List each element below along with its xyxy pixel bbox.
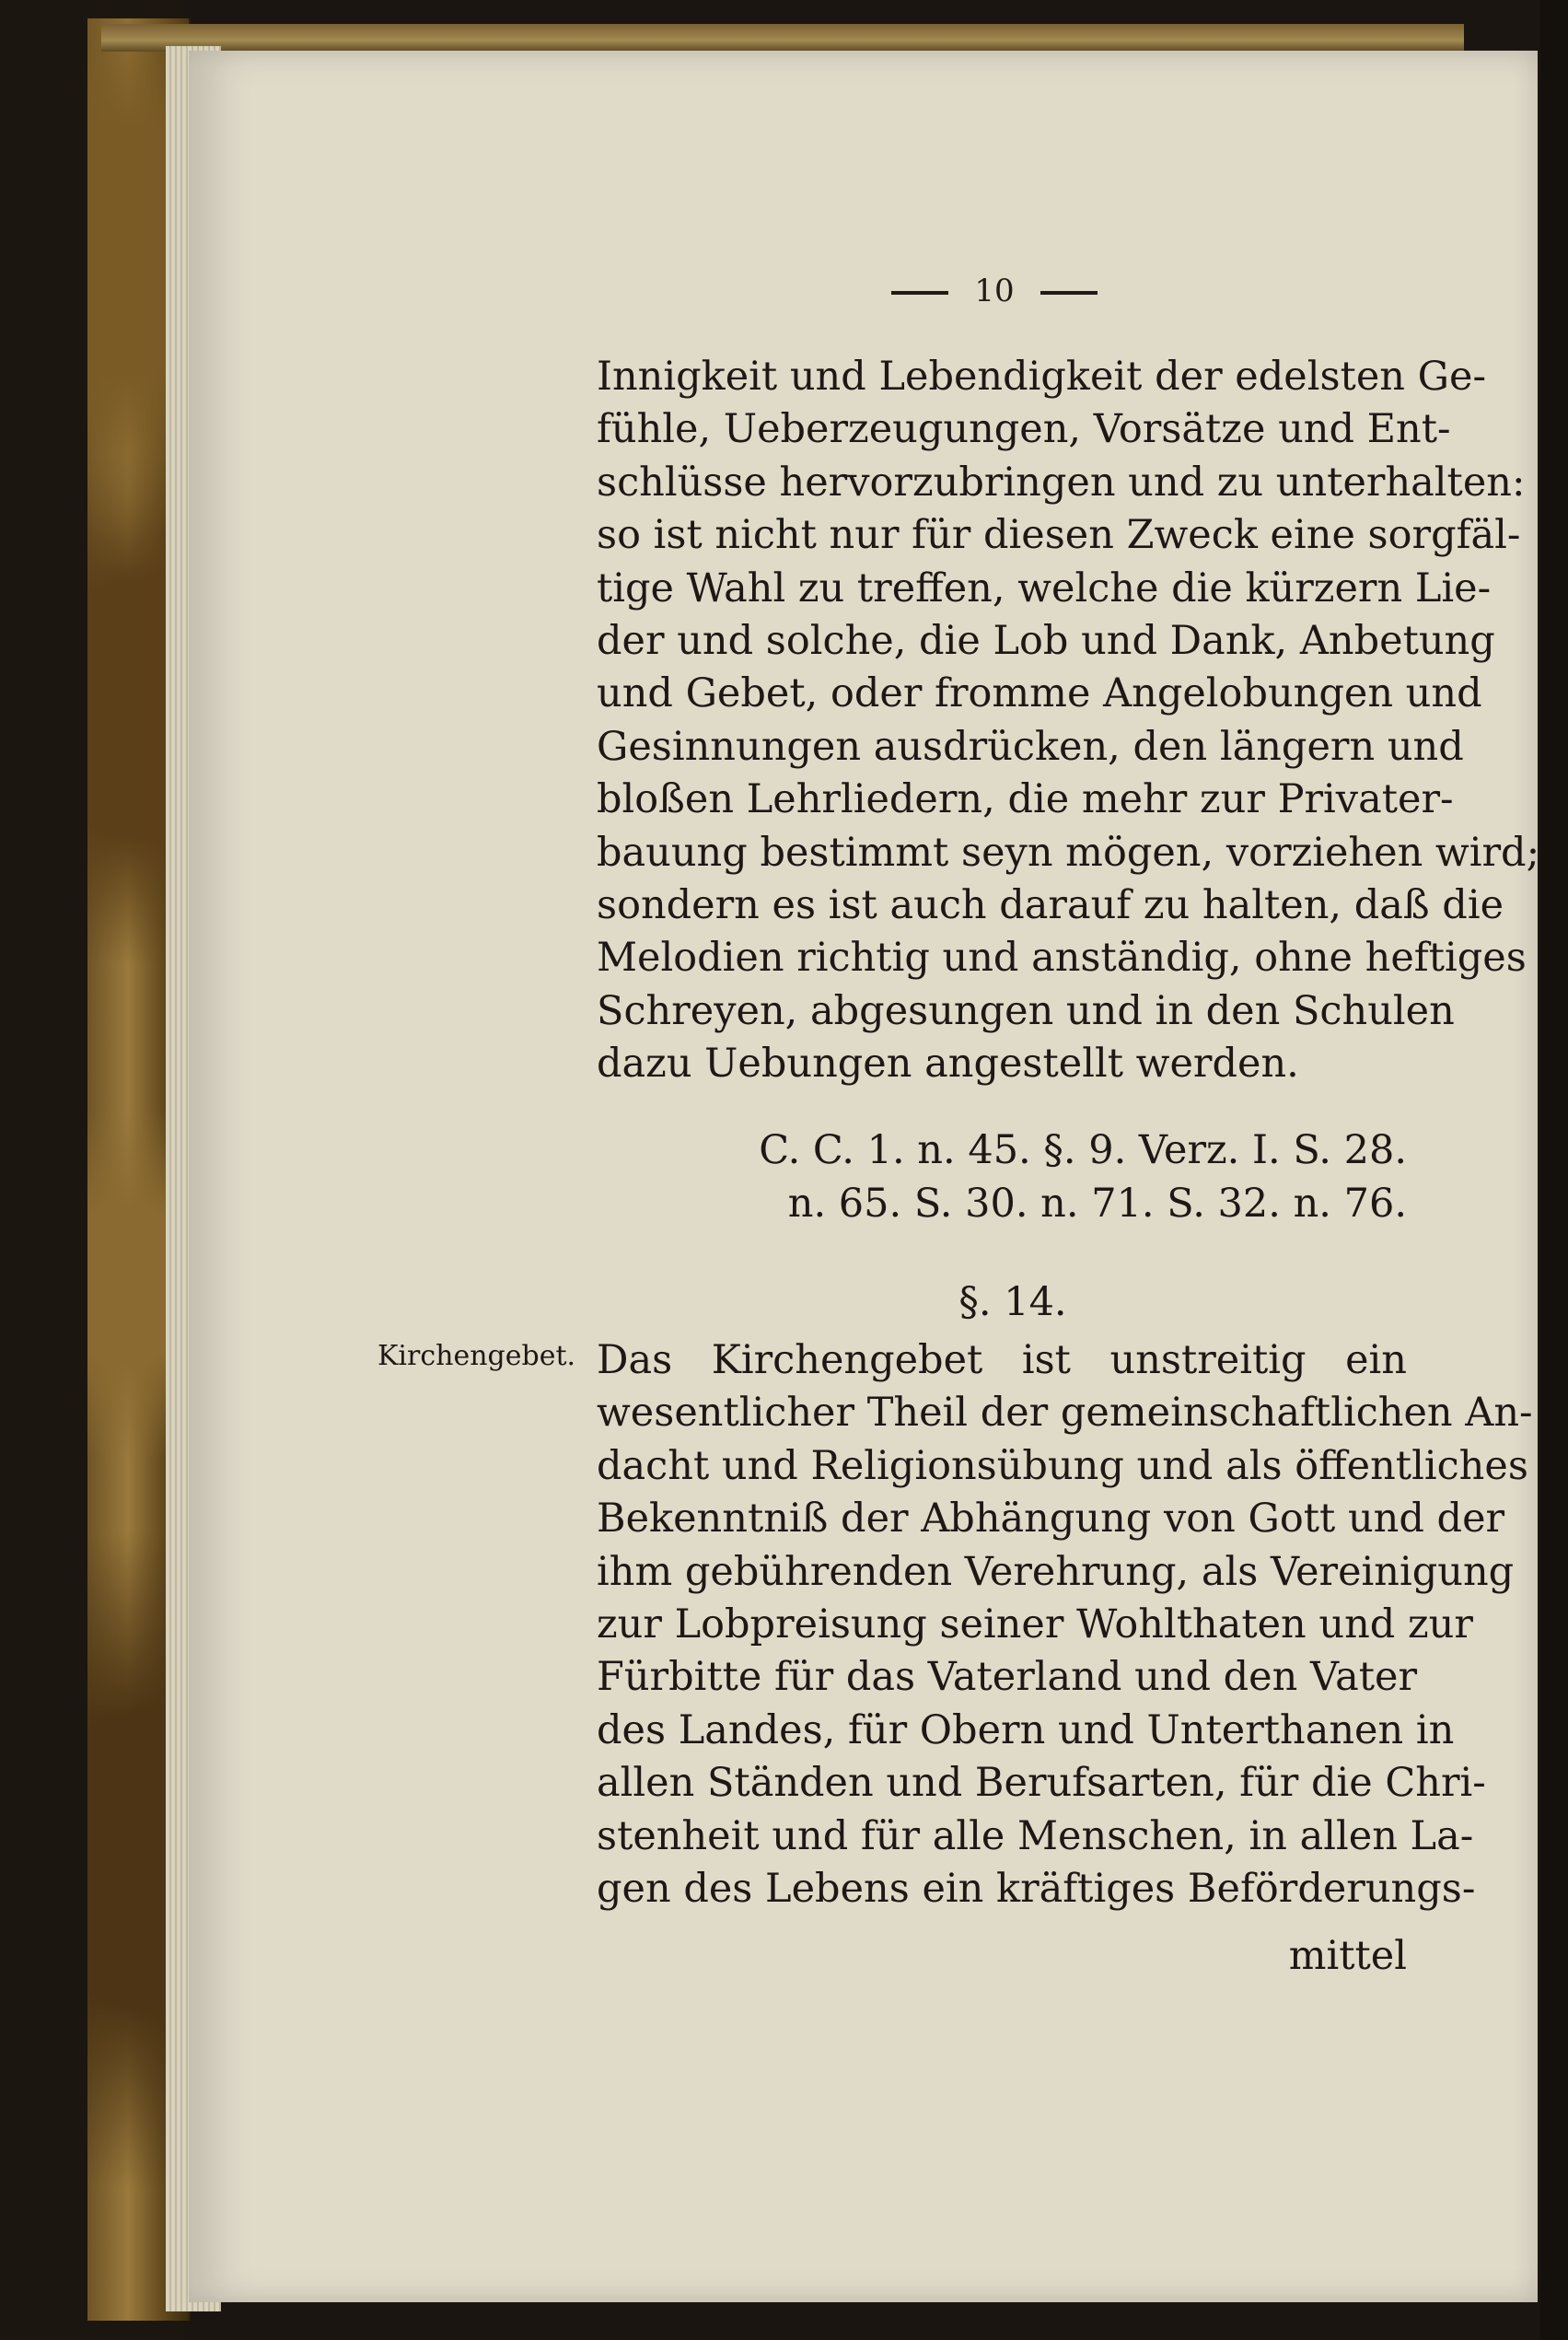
text-line: so ist nicht nur für diesen Zweck eine sorgfäl-: [597, 512, 1521, 559]
text-line: bauung bestimmt seyn mögen, vorziehen wird;: [597, 829, 1540, 876]
section-heading: §. 14.: [958, 1279, 1067, 1325]
text-line: der und solche, die Lob und Dank, Anbetung: [597, 618, 1495, 664]
text-line: dacht und Religionsübung und als öffentliches: [597, 1442, 1528, 1489]
catchword: mittel: [1288, 1933, 1407, 1979]
text-line: Gesinnungen ausdrücken, den längern und: [597, 723, 1464, 770]
page-number: 10: [974, 273, 1015, 309]
text-line: dazu Uebungen angestellt werden.: [597, 1041, 1299, 1088]
text-line: des Landes, für Obern und Unterthanen in: [597, 1706, 1455, 1753]
text-line: wesentlicher Theil der gemeinschaftlichen An-: [597, 1390, 1533, 1437]
text-line: Innigkeit und Lebendigkeit der edelsten Ge-: [597, 354, 1486, 400]
header-dash-left: [891, 291, 948, 295]
text-line: Fürbitte für das Vaterland und den Vater: [597, 1654, 1418, 1701]
text-line: bloßen Lehrliedern, die mehr zur Privater-: [597, 776, 1454, 823]
text-line: ihm gebührenden Verehrung, als Vereinigung: [597, 1548, 1515, 1595]
text-line: Melodien richtig und anständig, ohne heftiges: [597, 935, 1527, 982]
text-line: Bekenntniß der Abhängung von Gott und der: [597, 1496, 1505, 1543]
text-line: und Gebet, oder fromme Angelobungen und: [597, 670, 1482, 717]
text-line: Schreyen, abgesungen und in den Schulen: [597, 987, 1455, 1034]
right-dark-edge: [1540, 0, 1568, 2340]
text-line: sondern es ist auch darauf zu halten, daß die: [597, 882, 1504, 928]
marbled-cover-top: [101, 24, 1464, 52]
margin-note: Kirchengebet.: [377, 1340, 576, 1372]
text-line: tige Wahl zu treffen, welche die kürzern Lie-: [597, 565, 1492, 611]
text-line: Das Kirchengebet ist unstreitig ein: [597, 1337, 1407, 1383]
reference-line-1: C. C. 1. n. 45. §. 9. Verz. I. S. 28.: [759, 1127, 1407, 1173]
header-dash-right: [1040, 291, 1098, 295]
text-line: fühle, Ueberzeugungen, Vorsätze und Ent-: [597, 406, 1451, 453]
text-line: allen Ständen und Berufsarten, für die Chri-: [597, 1760, 1486, 1807]
text-line: stenheit und für alle Menschen, in allen La-: [597, 1812, 1474, 1859]
text-line: schlüsse hervorzubringen und zu unterhalten:: [597, 459, 1526, 506]
reference-line-2: n. 65. S. 30. n. 71. S. 32. n. 76.: [787, 1181, 1407, 1227]
text-line: gen des Lebens ein kräftiges Beförderungs-: [597, 1866, 1476, 1912]
page-header: [865, 273, 1123, 309]
text-line: zur Lobpreisung seiner Wohlthaten und zur: [597, 1601, 1473, 1647]
